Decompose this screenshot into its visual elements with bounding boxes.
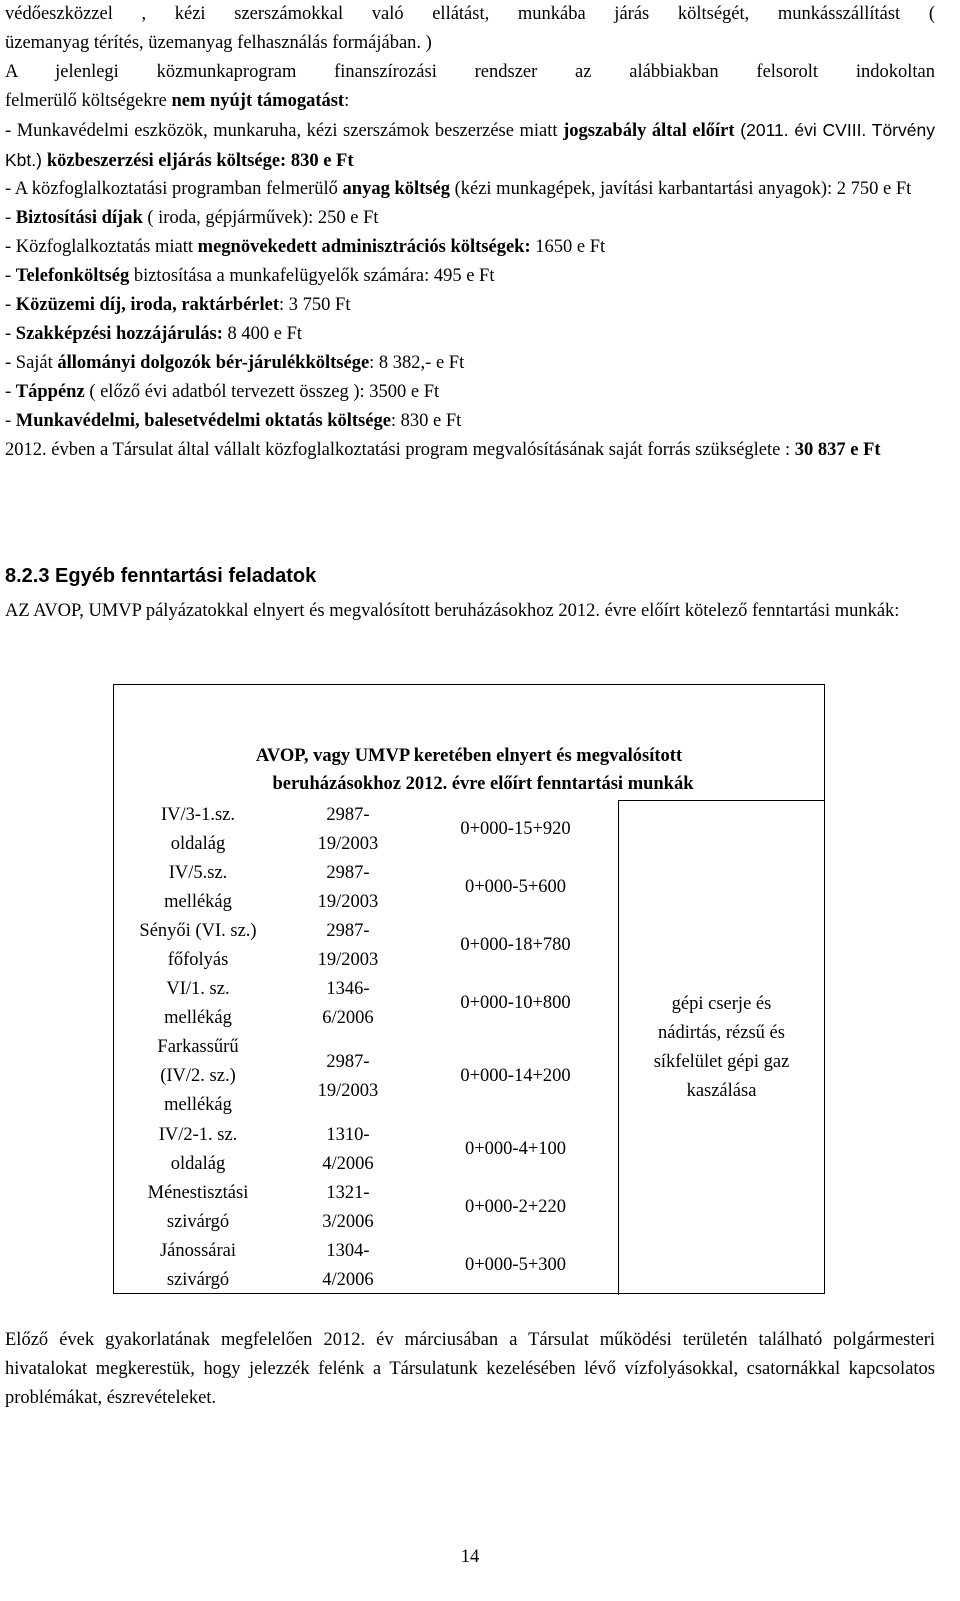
section-title: Egyéb fenntartási feladatok <box>49 565 317 587</box>
watercourse-name: IV/2-1. sz. oldalág <box>158 1124 238 1174</box>
page-number: 14 <box>460 1547 480 1567</box>
intro-line-2: üzemanyag térítés, üzemanyag felhasználás formájában. ) <box>5 32 432 53</box>
cost-item: - Saját állományi dolgozók bér-járulékköltsége: 8 382,- e Ft <box>5 352 465 373</box>
permit-ref: 2987- 19/2003 <box>317 804 379 854</box>
cost-item: - Táppénz ( előző évi adatból tervezett összeg ): 3500 e Ft <box>5 381 440 402</box>
section-range: 0+000-15+920 <box>460 819 571 839</box>
permit-ref: 1346- 6/2006 <box>322 978 374 1028</box>
table-row <box>113 801 824 859</box>
cost-item: - Közüzemi díj, iroda, raktárbérlet: 3 750 Ft <box>5 295 351 316</box>
section-number: 8.2.3 <box>5 565 50 587</box>
section-range: 0+000-2+220 <box>464 1197 567 1217</box>
section-range: 0+000-14+200 <box>460 1066 571 1086</box>
section-range: 0+000-5+600 <box>464 877 567 897</box>
permit-ref: 2987- 19/2003 <box>317 1051 379 1101</box>
cost-item: - Telefonköltség biztosítása a munkafelügyelők számára: 495 e Ft <box>5 266 495 287</box>
watercourse-name: Ménestisztási szivárgó <box>147 1182 249 1232</box>
section-range: 0+000-5+300 <box>464 1255 567 1275</box>
permit-ref: 1321- 3/2006 <box>322 1182 374 1232</box>
watercourse-name: Jánossárai szivárgó <box>159 1240 237 1290</box>
intro-line-4: felmerülő költségekre nem nyújt támogatást: <box>5 90 350 111</box>
watercourse-name: VI/1. sz. mellékág <box>164 978 232 1028</box>
maintenance-table <box>113 800 824 1295</box>
cost-items-list <box>5 116 935 465</box>
permit-ref: 2987- 19/2003 <box>317 862 379 912</box>
cost-item: - Szakképzési hozzájárulás: 8 400 e Ft <box>5 323 303 344</box>
cost-item: - Biztosítási díjak ( iroda, gépjárművek): 250 e Ft <box>5 208 379 229</box>
intro-line-3: A jelenlegi közmunkaprogram finanszírozási rendszer az alábbiakban felsorolt indokoltan <box>5 61 935 82</box>
section-intro: AZ AVOP, UMVP pályázatokkal elnyert és megvalósított beruházásokhoz 2012. évre előírt kötelező fenntartási munkák: <box>5 601 900 621</box>
summary-amount: 30 837 e Ft <box>794 439 881 460</box>
cost-item: - A közfoglalkoztatási programban felmerülő anyag költség (kézi munkagépek, javítási karbantartási anyagok): 2 750 e Ft <box>5 179 912 200</box>
closing-paragraph: Előző évek gyakorlatának megfelelően 2012. év márciusában a Társulat működési területén található polgármesteri hivatalokat megkerestük, hogy jelezzék felénk a Társulatunk kezelésében lévő vízfolyásokkal, csatornákkal kapcsolatos problémákat, észrevételeket. <box>5 1330 935 1408</box>
intro-line-1: védőeszközzel , kézi szerszámokkal való ellátást, munkába járás költségét, munkásszállítást ( <box>5 4 935 24</box>
watercourse-name: IV/3-1.sz. oldalág <box>161 804 235 854</box>
watercourse-name: Farkassűrű (IV/2. sz.) mellékág <box>157 1037 239 1115</box>
section-range: 0+000-4+100 <box>464 1139 567 1159</box>
permit-ref: 1310- 4/2006 <box>322 1124 374 1174</box>
section-range: 0+000-18+780 <box>460 935 571 955</box>
section-heading <box>5 562 316 590</box>
watercourse-name: IV/5.sz. mellékág <box>164 862 232 912</box>
permit-ref: 1304- 4/2006 <box>322 1240 374 1290</box>
cost-item: - Közfoglalkoztatás miatt megnövekedett adminisztrációs költségek: 1650 e Ft <box>5 237 606 258</box>
permit-ref: 2987- 19/2003 <box>317 920 379 970</box>
intro-paragraph <box>5 0 935 116</box>
section-range: 0+000-10+800 <box>460 993 571 1013</box>
summary-paragraph: 2012. évben a Társulat által vállalt közfoglalkoztatási program megvalósításának saját forrás szükséglete : 30 837 e Ft <box>5 439 881 460</box>
table-title: AVOP, vagy UMVP keretében elnyert és megvalósított beruházásokhoz 2012. évre előírt fenntartási munkák <box>255 746 694 794</box>
emphasis-no-support: nem nyújt támogatást <box>171 90 345 111</box>
cost-item: - Munkavédelmi, balesetvédelmi oktatás költsége: 830 e Ft <box>5 410 462 431</box>
cost-item: - Munkavédelmi eszközök, munkaruha, kézi szerszámok beszerzése miatt jogszabály által előírt (2011. évi CVIII. Törvény Kbt.) közbeszerzési eljárás költsége: 830 e Ft <box>5 119 935 171</box>
watercourse-name: Sényői (VI. sz.) főfolyás <box>139 920 257 970</box>
maintenance-task: gépi cserje és nádirtás, rézsű és síkfelület gépi gaz kaszálása <box>619 801 825 1295</box>
